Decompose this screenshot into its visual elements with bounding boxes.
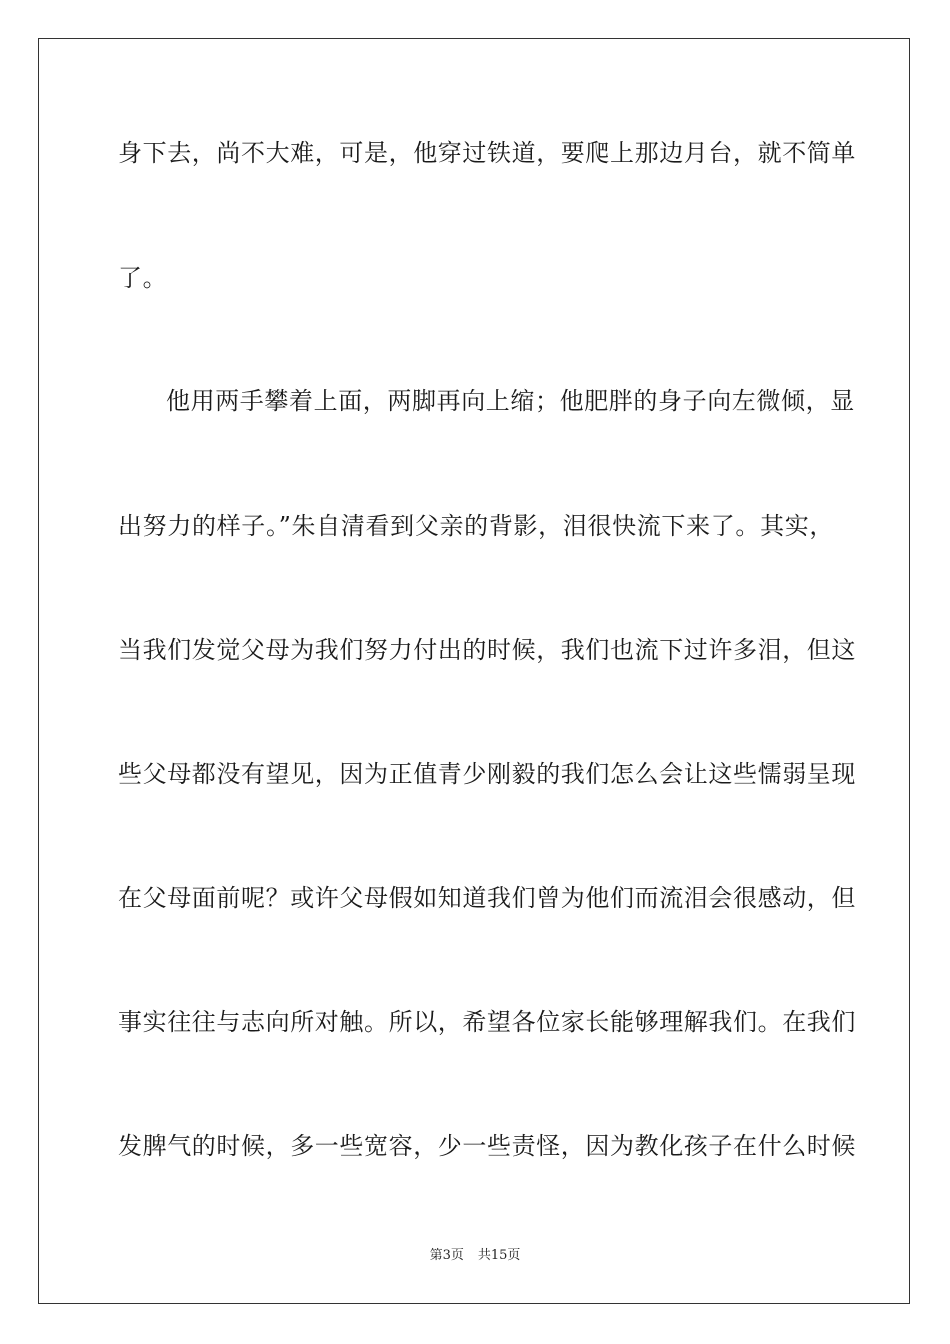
page-number: 第3页 [429, 1248, 464, 1263]
page-total: 共15页 [477, 1248, 521, 1263]
text-line-4: 出努力的样子。”朱自清看到父亲的背影，泪很快流下来了。其实， [118, 512, 834, 540]
text-line-8: 事实往往与志向所对触。所以，希望各位家长能够理解我们。在我们 [118, 1008, 856, 1036]
page-footer [0, 1248, 950, 1264]
text-line-2: 了。 [118, 264, 168, 292]
page-border [38, 38, 910, 1304]
text-line-9: 发脾气的时候，多一些宽容，少一些责怪，因为教化孩子在什么时候 [118, 1132, 856, 1160]
text-line-5: 当我们发觉父母为我们努力付出的时候，我们也流下过许多泪，但这 [118, 636, 856, 664]
text-line-6: 些父母都没有望见，因为正值青少刚毅的我们怎么会让这些懦弱呈现 [118, 760, 856, 788]
text-line-1: 身下去，尚不大难，可是，他穿过铁道，要爬上那边月台，就不简单 [118, 139, 856, 167]
text-line-7: 在父母面前呢？或许父母假如知道我们曾为他们而流泪会很感动，但 [118, 884, 856, 912]
text-line-3-paragraph-start: 他用两手攀着上面，两脚再向上缩；他肥胖的身子向左微倾，显 [166, 387, 855, 415]
